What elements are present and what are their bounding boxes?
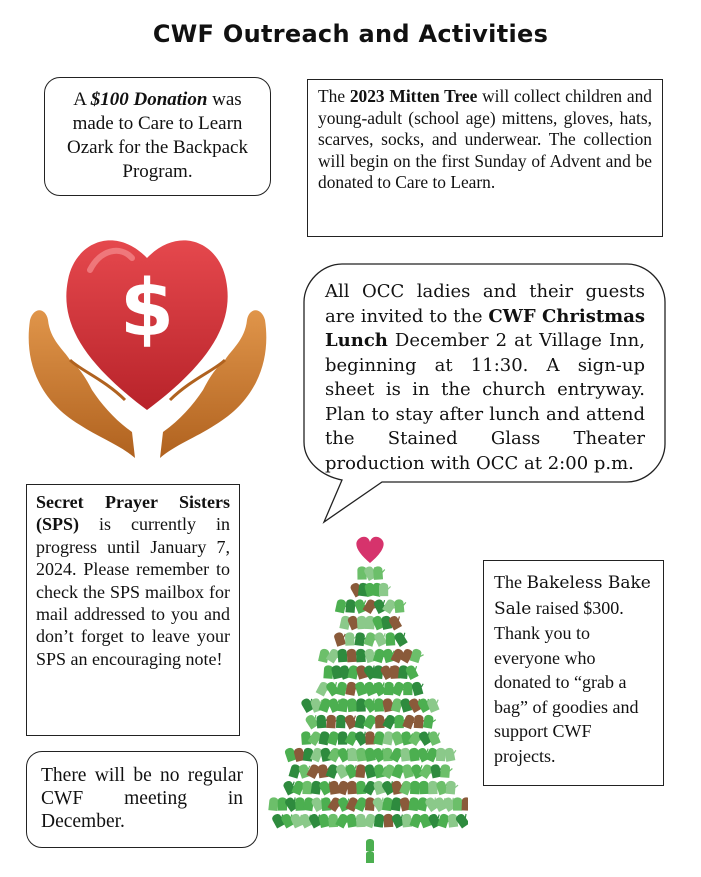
- mitten-shape: [428, 730, 443, 745]
- mitten-shape: [441, 765, 453, 778]
- mitten-shape: [374, 567, 386, 580]
- mitten-shape: [394, 630, 410, 646]
- donation-callout: [44, 77, 271, 196]
- tree-top-heart: [356, 537, 383, 563]
- mitten-tree-icon: [268, 535, 468, 865]
- no-meeting-callout: [26, 751, 258, 848]
- christmas-lunch-text: [325, 280, 645, 476]
- lunch-event-name: CWF Christmas Lunch: [325, 305, 645, 351]
- donation-amount: $100 Donation: [90, 89, 208, 110]
- mitten-tree-notice: [307, 79, 663, 237]
- mitten-shape: [423, 715, 436, 729]
- mitten-text: will collect children and young-adult (school age) mittens, gloves, hats, scarves, socks, and underwear. The collection will begin on the first Sunday of Advent and be donated to Care to Learn.: [318, 86, 652, 192]
- page-title: CWF Outreach and Activities: [152, 20, 549, 48]
- heart-dollar-hands-icon: [20, 200, 275, 465]
- bake-sale-notice: [483, 560, 664, 786]
- bake-text: raised $300. Thank you to everyone who donated to “grab a bag” of goodies and support CWF projects.: [494, 597, 639, 766]
- lunch-intro: All OCC ladies and their guests are invited to the: [325, 281, 645, 327]
- mitten-shape: [462, 798, 468, 810]
- prayer-sisters-notice: [26, 484, 240, 736]
- christmas-lunch-bubble: [302, 262, 667, 524]
- mitten-shape: [412, 681, 426, 695]
- donation-prefix: A: [73, 89, 91, 110]
- mitten-intro: The: [318, 86, 350, 106]
- dollar-symbol: $: [119, 264, 175, 354]
- bake-sale-name: Bakeless Bake Sale: [494, 573, 651, 619]
- sps-text: is currently in progress until January 7, 2024. Please remember to check the SPS mailbox for mail addressed to you and don’t forget to leave your SPS an encouraging note!: [36, 514, 230, 669]
- bake-intro: The: [494, 572, 527, 592]
- mitten-shape: [405, 664, 420, 680]
- mitten-shape: [380, 583, 391, 595]
- mitten-shape: [410, 649, 424, 664]
- sps-name: Secret Prayer Sisters (SPS): [36, 492, 230, 535]
- tree-trunk-mitten: [366, 839, 374, 851]
- lunch-details: December 2 at Village Inn, beginning at 11:30. A sign-up sheet is in the church entryway. Plan to stay after lunch and attend the Stained Glass Theater production with OCC at 2:00 p.m.: [325, 330, 645, 474]
- tree-trunk-mitten: [366, 851, 374, 863]
- mitten-shape: [427, 697, 442, 712]
- no-meeting-text: There will be no regular CWF meeting in December.: [41, 765, 243, 832]
- mitten-tree-name: 2023 Mitten Tree: [349, 86, 478, 106]
- donation-text: was made to Care to Learn Ozark for the Backpack Program.: [67, 89, 248, 182]
- mitten-shape: [446, 781, 458, 794]
- mitten-shape: [445, 747, 458, 761]
- mitten-shape: [395, 599, 407, 612]
